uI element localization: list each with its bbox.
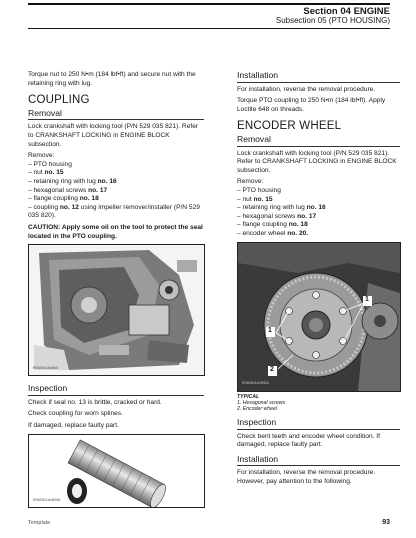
figure-legend bbox=[237, 394, 400, 413]
list-item: – hexagonal screws no. 17 bbox=[28, 186, 108, 194]
figure-code: RS63Sv1ch3N0 bbox=[33, 365, 58, 370]
legend-item-1: 1. Hexagonal screws bbox=[237, 399, 286, 406]
divider bbox=[237, 82, 400, 83]
callout-1-left: 1 bbox=[268, 326, 272, 334]
list-item: – nut no. 15 bbox=[237, 195, 273, 203]
section-title: Section 04 ENGINE bbox=[303, 6, 390, 17]
list-item: – hexagonal screws no. 17 bbox=[237, 212, 317, 220]
encoder-wheel-heading: ENCODER WHEEL bbox=[237, 120, 342, 133]
coupling-removal-heading: Removal bbox=[28, 107, 62, 118]
caution-note: CAUTION: Apply some oil on the tool to protect the seal located in the PTO coupling. bbox=[28, 223, 203, 240]
encoder-remove-list bbox=[237, 187, 400, 239]
encoder-inspection-text: Check bent teeth and encoder wheel condition. If damaged, replace faulty part. bbox=[237, 432, 380, 449]
coupling-remove-label: Remove: bbox=[28, 152, 55, 160]
encoder-removal-text: Lock crankshaft with locking tool (P/N 529 035 821). Refer to CRANKSHAFT LOCKING in ENGINE BLOCK subsection. bbox=[237, 149, 397, 174]
callout-1-right: 1 bbox=[365, 295, 369, 303]
footer-template-label: Template bbox=[28, 520, 51, 526]
right-column bbox=[237, 71, 400, 490]
coupling-heading: COUPLING bbox=[28, 94, 90, 107]
list-item: – retaining ring with lug no. 16 bbox=[237, 204, 326, 212]
encoder-inspection-heading: Inspection bbox=[237, 417, 277, 428]
coupling-remove-list bbox=[28, 161, 204, 221]
encoder-installation-heading: Installation bbox=[237, 453, 279, 464]
divider bbox=[237, 146, 400, 147]
encoder-wheel-illustration bbox=[238, 243, 400, 391]
inspection-text-1: Check if seal no. 13 is brittle, cracked or hard. bbox=[28, 398, 162, 406]
coupling-inspection-heading: Inspection bbox=[28, 383, 68, 394]
coupling-removal-text: Lock crankshaft with locking tool (P/N 529 035 821). Refer to CRANKSHAFT LOCKING in ENGINE BLOCK subsection. bbox=[28, 123, 199, 148]
list-item: – encoder wheel no. 20. bbox=[237, 229, 309, 237]
divider bbox=[28, 395, 204, 396]
header-rule-bottom bbox=[28, 28, 390, 29]
list-item: – PTO housing bbox=[28, 160, 72, 168]
figure-code: RS63Sv1ch3N0A bbox=[33, 497, 61, 502]
encoder-wheel-figure bbox=[237, 242, 401, 392]
divider bbox=[28, 119, 204, 120]
left-column bbox=[28, 71, 204, 508]
list-item: – retaining ring with lug no. 16 bbox=[28, 177, 117, 185]
engine-photo-illustration bbox=[29, 245, 204, 375]
list-item: – flange coupling no. 18 bbox=[28, 195, 99, 203]
divider bbox=[237, 465, 400, 466]
list-item: – PTO housing bbox=[237, 186, 281, 194]
header-rule bbox=[28, 3, 390, 5]
engine-photo-figure bbox=[28, 244, 205, 376]
encoder-removal-heading: Removal bbox=[237, 133, 271, 144]
list-item: – nut no. 15 bbox=[28, 169, 64, 177]
inspection-text-3: If damaged, replace faulty part. bbox=[28, 421, 119, 429]
list-item: – flange coupling no. 18 bbox=[237, 221, 308, 229]
installation-text-1: For installation, reverse the removal procedure. bbox=[237, 85, 376, 93]
subsection-title: Subsection 05 (PTO HOUSING) bbox=[275, 16, 390, 25]
page-number: 93 bbox=[382, 519, 390, 526]
coupling-figure bbox=[28, 434, 205, 508]
inspection-text-2: Check coupling for worn splines. bbox=[28, 410, 123, 418]
encoder-remove-label: Remove: bbox=[237, 178, 264, 186]
list-item: – coupling no. 12 using impeller remover/installer (P/N 529 035 820). bbox=[28, 203, 200, 220]
callout-2: 2 bbox=[270, 365, 274, 373]
encoder-installation-text: For installation, reverse the removal procedure. However, pay attention to the following. bbox=[237, 469, 376, 486]
divider bbox=[237, 429, 400, 430]
figure-code: RS63Sv1ch3N04 bbox=[242, 380, 269, 385]
typical-label: TYPICAL bbox=[237, 393, 260, 400]
legend-item-2: 2. Encoder wheel bbox=[237, 405, 278, 412]
intro-text: Torque nut to 250 N•m (184 lbf•ft) and secure nut with the retaining ring with lug. bbox=[28, 71, 196, 87]
installation-heading: Installation bbox=[237, 70, 279, 80]
installation-text-2: Torque PTO coupling to 250 N•m (184 lbf•ft). Apply Loctite 648 on threads. bbox=[237, 97, 386, 113]
